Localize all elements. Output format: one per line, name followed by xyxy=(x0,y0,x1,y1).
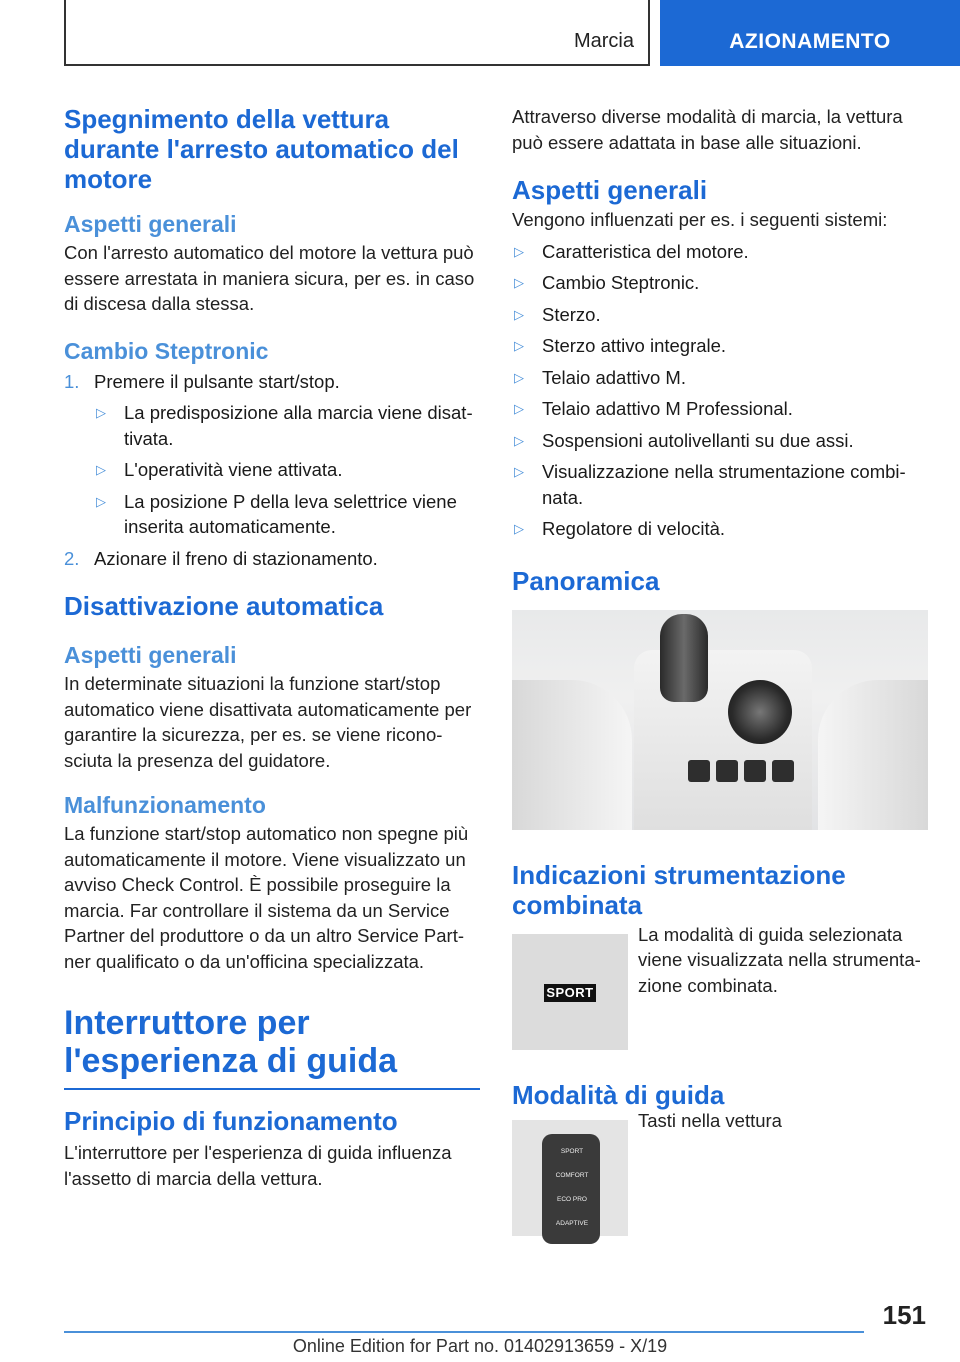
triangle-bullet-icon: ▷ xyxy=(514,432,524,448)
list-item: ▷ La posizione P della leva selettrice viene inserita automaticamente. xyxy=(94,489,480,540)
triangle-bullet-icon: ▷ xyxy=(514,521,524,536)
right-column xyxy=(512,100,928,1236)
left-column xyxy=(64,100,480,1191)
paragraph-cluster: La modalità di guida selezionata viene visualizzata nella strumentazione combinata. xyxy=(638,923,921,996)
list-item: ▷ Sospensioni autolivellanti su due assi. xyxy=(512,428,928,454)
heading-aspetti-generali-2: Aspetti generali xyxy=(64,642,237,668)
mode-buttons-panel xyxy=(542,1134,600,1244)
console-button xyxy=(772,760,794,782)
list-item: ▷ Telaio adattivo M Professional. xyxy=(512,396,928,422)
step-text: Premere il pulsante start/stop. xyxy=(94,370,340,392)
triangle-bullet-icon: ▷ xyxy=(514,338,524,353)
console-button xyxy=(744,760,766,782)
modes-block xyxy=(512,1109,928,1236)
triangle-bullet-icon: ▷ xyxy=(514,243,524,259)
controller-knob xyxy=(728,680,792,744)
heading-indicazioni: Indicazioni strumentazione combinata xyxy=(512,859,846,920)
paragraph-modes: Tasti nella vettura xyxy=(638,1109,782,1131)
triangle-bullet-icon: ▷ xyxy=(514,401,524,416)
paragraph-principle: L'interruttore per l'esperienza di guida influenza l'assetto di marcia della vettura. xyxy=(64,1142,452,1189)
list-item: ▷ Sterzo. xyxy=(512,302,928,328)
paragraph-general-1: Con l'arresto automatico del motore la vettura può essere arrestata in maniera sicura, per es. in caso di discesa dalla stessa. xyxy=(64,242,475,314)
header-chapter-tab xyxy=(660,0,960,66)
header-chapter-title: AZIONAMENTO xyxy=(729,30,891,53)
step-text: Azionare il freno di stazionamento. xyxy=(94,547,378,569)
list-item: ▷ Caratteristica del motore. xyxy=(512,239,928,265)
step-2 xyxy=(64,546,480,572)
header-section-title: Marcia xyxy=(573,30,634,52)
heading-principio: Principio di funzionamento xyxy=(64,1106,398,1136)
mode-buttons-image xyxy=(512,1120,628,1236)
heading-aspetti-generali-1: Aspetti generali xyxy=(64,211,237,237)
right-seat-shape xyxy=(818,680,928,830)
step-1-bullets xyxy=(64,400,480,540)
list-item: ▷ Sterzo attivo integrale. xyxy=(512,333,928,359)
header-section-box xyxy=(64,0,650,66)
triangle-bullet-icon: ▷ xyxy=(96,462,106,477)
triangle-bullet-icon: ▷ xyxy=(514,464,524,479)
paragraph-systems-intro: Vengono influenzati per es. i seguenti sistemi: xyxy=(512,209,888,230)
step-1 xyxy=(64,369,480,395)
list-item: ▷ L'operatività viene attivata. xyxy=(94,457,480,483)
paragraph-intro: Attraverso diverse modalità di marcia, la vettura può essere adattata in base alle situazioni. xyxy=(512,106,903,153)
left-seat-shape xyxy=(512,680,632,830)
heading-divider xyxy=(64,1088,480,1090)
triangle-bullet-icon: ▷ xyxy=(514,369,524,385)
cluster-block xyxy=(512,923,928,1050)
heading-disattivazione: Disattivazione automatica xyxy=(64,591,384,621)
heading-modalita: Modalità di guida xyxy=(512,1079,725,1110)
triangle-bullet-icon: ▷ xyxy=(514,275,524,290)
triangle-bullet-icon: ▷ xyxy=(96,405,106,420)
list-item: ▷ Telaio adattivo M. xyxy=(512,365,928,391)
sport-badge: SPORT xyxy=(544,984,596,1002)
triangle-bullet-icon: ▷ xyxy=(96,493,106,509)
mode-label: SPORT xyxy=(560,1147,584,1155)
heading-malfunzionamento: Malfunzionamento xyxy=(64,792,266,818)
center-console-photo xyxy=(512,610,928,830)
heading-panoramica: Panoramica xyxy=(512,565,660,596)
footer-divider xyxy=(64,1331,864,1333)
page-header xyxy=(0,0,960,66)
mode-label: ECO PRO xyxy=(557,1195,587,1203)
list-item: ▷ Regolatore di velocità. xyxy=(512,516,928,542)
console-button xyxy=(716,760,738,782)
step-number: 2. xyxy=(64,547,80,569)
list-item: ▷ La predisposizione alla marcia viene disattivata. xyxy=(94,400,480,451)
paragraph-general-2: In determinate situazioni la funzione start/stop automatico viene disattivata automaticamente per garantire la sicurezza, per es. se viene riconosciuta la presenza del guidatore. xyxy=(64,673,472,771)
step-number: 1. xyxy=(64,370,80,392)
heading-cambio-steptronic: Cambio Steptronic xyxy=(64,337,269,364)
console-button xyxy=(688,760,710,782)
heading-aspetti-generali-right: Aspetti generali xyxy=(512,175,708,205)
list-item: ▷ Visualizzazione nella strumentazione combinata. xyxy=(512,459,928,510)
heading-spegnimento: Spegnimento della vettura durante l'arresto automatico del motore xyxy=(64,104,459,194)
triangle-bullet-icon: ▷ xyxy=(514,306,524,322)
gear-selector-lever xyxy=(660,614,708,702)
cluster-display-image xyxy=(512,934,628,1050)
systems-list xyxy=(512,239,928,542)
heading-interruttore: Interruttore per l'esperienza di guida xyxy=(64,1004,398,1080)
list-item: ▷ Cambio Steptronic. xyxy=(512,270,928,296)
page-number: 151 xyxy=(882,1300,926,1330)
footer-edition: Online Edition for Part no. 01402913659 - X/19 xyxy=(292,1336,668,1356)
mode-label: COMFORT xyxy=(555,1171,589,1179)
mode-label: ADAPTIVE xyxy=(555,1219,589,1227)
paragraph-malfunction: La funzione start/stop automatico non spegne più automaticamente il motore. Viene visualizzato un avviso Check Control. È possibile proseguire la marcia. Far controllare il sistema da un Service Partner del produttore o da un altro Service Partner qualificato o da un'officina specializzata. xyxy=(64,823,469,972)
